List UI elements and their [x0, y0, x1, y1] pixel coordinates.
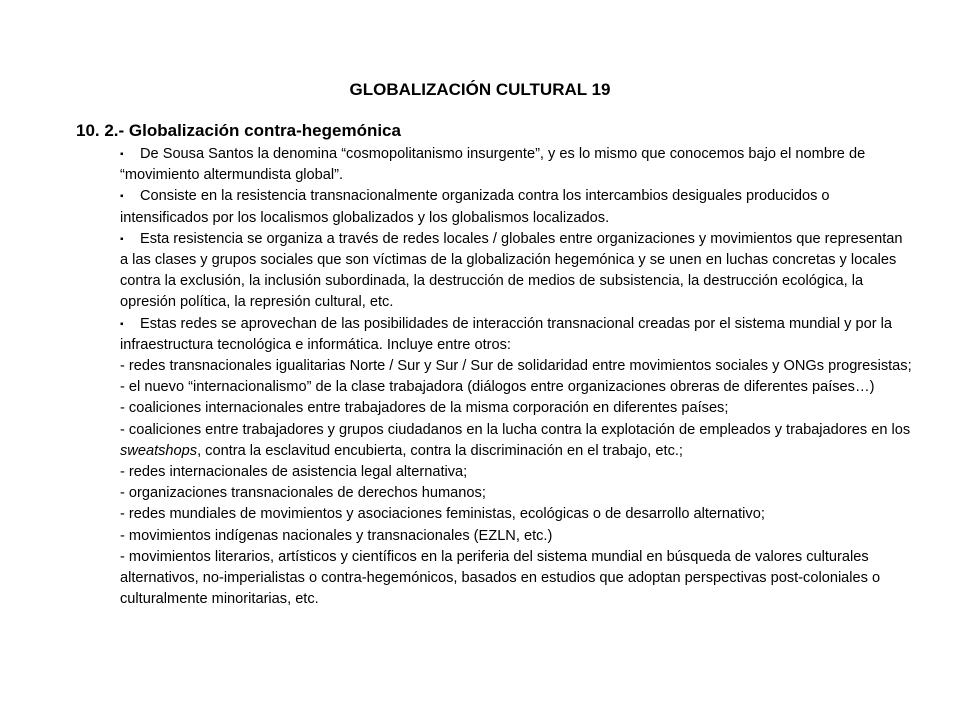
dash-list-item: - coaliciones internacionales entre trabajadores de la misma corporación en diferentes países;	[120, 400, 729, 417]
dash-list-item	[120, 420, 912, 462]
bullet-paragraph	[120, 229, 912, 314]
dash-item-text: - coaliciones entre trabajadores y grupos ciudadanos en la lucha contra la explotación de empleados y trabajadores en los	[120, 421, 911, 438]
slide-content	[76, 120, 916, 610]
bullet-text: Estas redes se aprovechan de las posibilidades de interacción transnacional creadas por el sistema mundial y por la infraestructura tecnológica e informática. Incluye entre otros:	[120, 315, 892, 353]
body-text	[120, 144, 912, 610]
bullet-paragraph	[120, 186, 912, 228]
square-bullet-icon: ▪	[120, 233, 124, 245]
bullet-paragraph	[120, 314, 912, 356]
square-bullet-icon: ▪	[120, 149, 124, 160]
dash-list-item: - redes internacionales de asistencia legal alternativa;	[120, 464, 468, 481]
dash-list-item: - organizaciones transnacionales de derechos humanos;	[120, 485, 486, 502]
square-bullet-icon: ▪	[120, 318, 124, 330]
dash-list-item: - movimientos indígenas nacionales y transnacionales (EZLN, etc.)	[120, 527, 553, 544]
section-heading: 10. 2.- Globalización contra-hegemónica	[76, 121, 401, 140]
dash-list-item: - el nuevo “internacionalismo” de la clase trabajadora (diálogos entre organizaciones obreras de diferentes países…)	[120, 379, 875, 396]
bullet-text: De Sousa Santos la denomina “cosmopolitanismo insurgente”, y es lo mismo que conocemos bajo el nombre de “movimiento altermundista global”.	[120, 146, 866, 184]
italic-term: sweatshops	[120, 442, 198, 459]
dash-list-item: - redes mundiales de movimientos y asociaciones feministas, ecológicas o de desarrollo alternativo;	[120, 506, 765, 523]
bullet-paragraph	[120, 144, 912, 186]
bullet-text: Esta resistencia se organiza a través de redes locales / globales entre organizaciones y movimientos que representan a las clases y grupos sociales que son víctimas de la globalización hegemónica y se unen en luchas concretas y locales contra la exclusión, la inclusión subordinada, la destrucción de medios de subsistencia, la destrucción ecológica, la opresión política, la represión cultural, etc.	[120, 230, 903, 311]
bullet-text: Consiste en la resistencia transnacionalmente organizada contra los intercambios desiguales producidos o intensificados por los localismos globalizados y los globalismos localizados.	[120, 188, 830, 226]
square-bullet-icon: ▪	[120, 191, 124, 203]
dash-list-item: - redes transnacionales igualitarias Norte / Sur y Sur / Sur de solidaridad entre movimientos sociales y ONGs progresistas;	[120, 358, 912, 375]
slide-title: GLOBALIZACIÓN CULTURAL 19	[349, 80, 611, 99]
dash-item-text: , contra la esclavitud encubierta, contra la discriminación en el trabajo, etc.;	[197, 442, 683, 459]
dash-list-item: - movimientos literarios, artísticos y científicos en la periferia del sistema mundial en búsqueda de valores culturales alternativos, no-imperialistas o contra-hegemónicos, basados en estudios que adoptan perspectivas post-coloniales o culturalmente minoritarias, etc.	[120, 548, 881, 608]
